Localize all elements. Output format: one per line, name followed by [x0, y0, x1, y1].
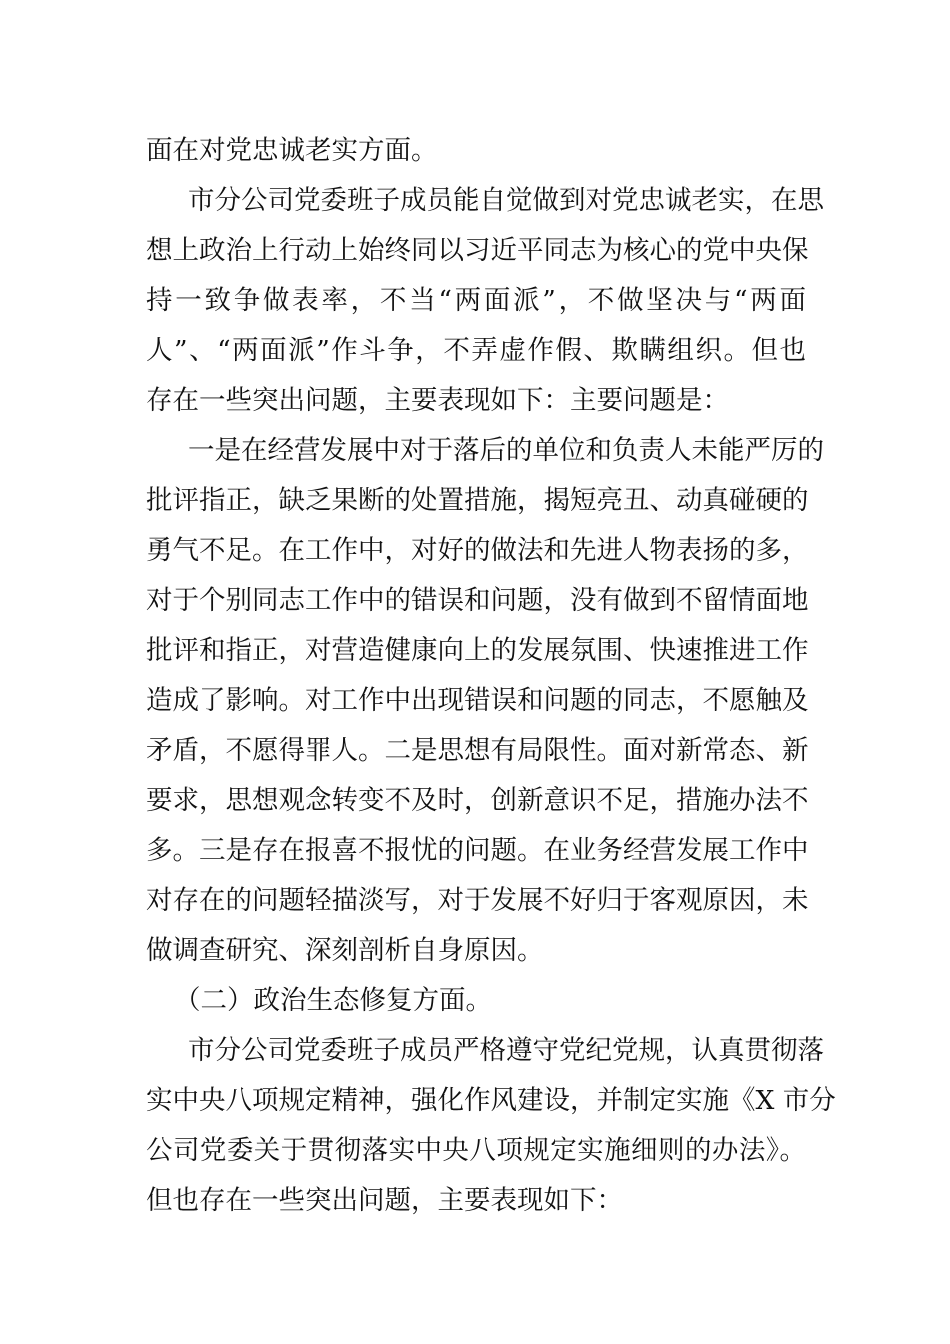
- text-line: 勇气不足。在工作中，对好的做法和先进人物表扬的多，: [146, 535, 809, 566]
- text-line: 批评指正，缺乏果断的处置措施，揭短亮丑、动真碰硬的: [146, 485, 809, 516]
- text-line: 公司党委关于贯彻落实中央八项规定实施细则的办法》。: [146, 1135, 806, 1166]
- text-line: 矛盾，不愿得罪人。二是思想有局限性。面对新常态、新: [146, 735, 809, 766]
- text-line: 持一致争做表率，不当“两面派”，不做坚决与“两面: [146, 285, 806, 316]
- text-line: 市分公司党委班子成员严格遵守党纪党规，认真贯彻落: [188, 1035, 824, 1066]
- text-line: 实中央八项规定精神，强化作风建设，并制定实施《X 市分: [146, 1085, 836, 1116]
- text-line: 做调查研究、深刻剖析自身原因。: [146, 935, 544, 966]
- text-line: 人”、“两面派”作斗争，不弄虚作假、欺瞒组织。但也: [146, 335, 806, 366]
- section-heading: （二）政治生态修复方面。: [174, 985, 492, 1016]
- text-line: 造成了影响。对工作中出现错误和问题的同志，不愿触及: [146, 685, 809, 716]
- text-line: 对存在的问题轻描淡写，对于发展不好归于客观原因，未: [146, 885, 809, 916]
- text-line: 批评和指正，对营造健康向上的发展氛围、快速推进工作: [146, 635, 809, 666]
- text-line: 多。三是存在报喜不报忧的问题。在业务经营发展工作中: [146, 835, 809, 866]
- text-line: 存在一些突出问题，主要表现如下：主要问题是：: [146, 385, 729, 416]
- text-line: 市分公司党委班子成员能自觉做到对党忠诚老实，在思: [188, 185, 824, 216]
- text-line: 对于个别同志工作中的错误和问题，没有做到不留情面地: [146, 585, 809, 616]
- text-line: 面在对党忠诚老实方面。: [146, 135, 438, 166]
- text-line: 一是在经营发展中对于落后的单位和负责人未能严厉的: [188, 435, 824, 466]
- text-line: 但也存在一些突出问题，主要表现如下：: [146, 1185, 623, 1216]
- text-line: 想上政治上行动上始终同以习近平同志为核心的党中央保: [146, 235, 809, 266]
- text-line: 要求，思想观念转变不及时，创新意识不足，措施办法不: [146, 785, 809, 816]
